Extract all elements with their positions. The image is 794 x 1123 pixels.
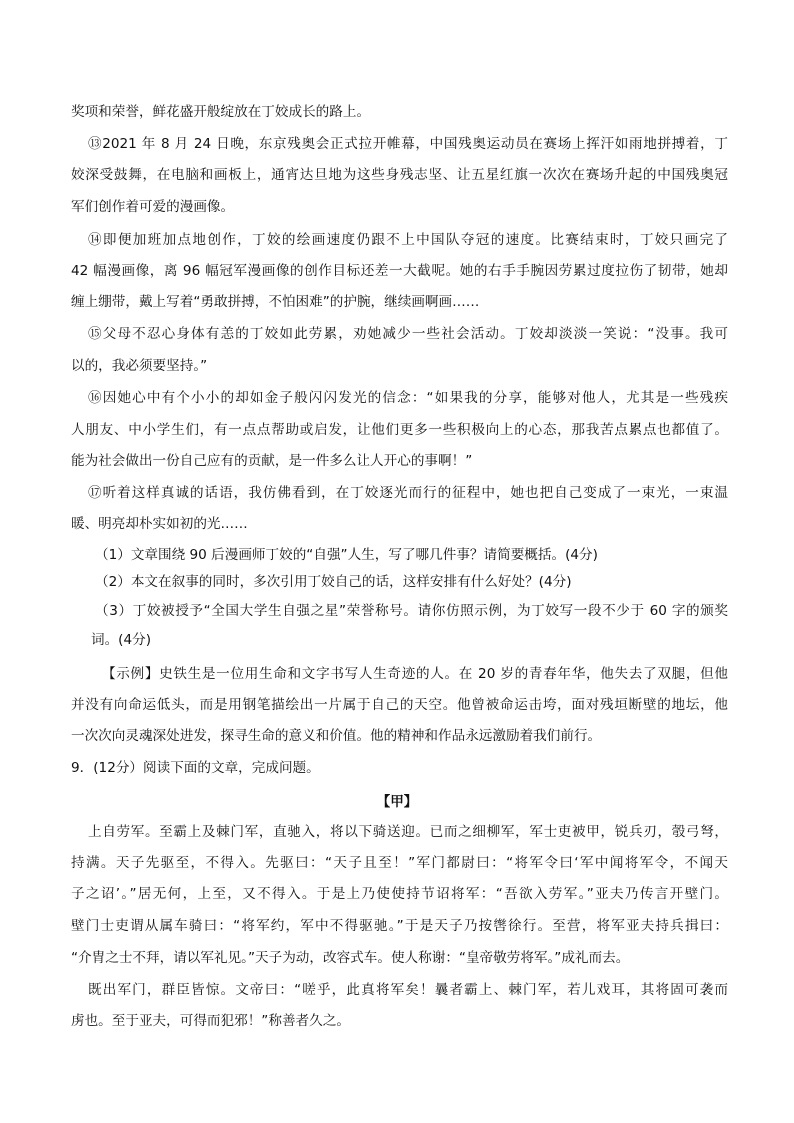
question-2: （2）本文在叙事的同时，多次引用丁姣自己的话，这样安排有什么好处？(4分): [95, 574, 572, 590]
paragraph-13-line: ⑬2021 年 8 月 24 日晚，东京残奥会正式拉开帷幕，中国残奥运动员在赛场上挥汗如雨地拼搏着，丁: [88, 136, 728, 152]
paragraph-14-line: 42 幅漫画像，离 96 幅冠军漫画像的创作目标还差一大截呢。她的右手手腕因劳累过度拉伤了韧带，她却: [71, 263, 728, 279]
paragraph-14-line: ⑭即便加班加点地创作，丁姣的绘画速度仍跟不上中国队夺冠的速度。比赛结束时，丁姣只画完了: [88, 232, 728, 248]
classical-text-line: 壁门士吏谓从属车骑曰：“将军约，军中不得驱驰。”于是天子乃按辔徐行。至营，将军亚夫持兵揖曰：: [71, 918, 728, 934]
paragraph-17-line: 暖、明亮却朴实如初的光……: [71, 516, 248, 532]
paragraph-13-line: 姣深受鼓舞，在电脑和画板上，通宵达旦地为这些身残志坚、让五星红旗一次次在赛场升起的中国残奥冠: [71, 167, 728, 183]
classical-text-line: 持满。天子先驱至，不得入。先驱曰：“天子且至！”军门都尉曰：“将军令曰‘军中闻将军令，不闻天: [71, 855, 728, 871]
paragraph-14-line: 缠上绷带，戴上写着“勇敢拼搏，不怕困难”的护腕，继续画啊画……: [71, 294, 480, 310]
classical-text-line: 既出军门，群臣皆惊。文帝曰：“嗟乎，此真将军矣！曩者霸上、棘门军，若儿戏耳，其将固可袭而: [88, 982, 728, 998]
paragraph-16-line: 人朋友、中小学生们，有一点点帮助或启发，让他们更多一些积极向上的心态，那我苦点累点也都值了。: [71, 422, 728, 438]
classical-text-line: “介胄之士不拜，请以军礼见。”天子为动，改容式车。使人称谢：“皇帝敬劳将军。”成礼而去。: [71, 950, 630, 966]
section-title-jia: 【甲】: [376, 794, 418, 810]
question-3-cont: 词。(4分): [91, 632, 152, 648]
question-9-heading: 9．(12分）阅读下面的文章，完成问题。: [71, 760, 320, 776]
classical-text-line: 子之诏’。”居无何，上至，又不得入。于是上乃使使持节诏将军：“吾欲入劳军。”亚夫乃传言开壁门。: [71, 886, 728, 902]
example-line: 并没有向命运低头，而是用钢笔描绘出一片属于自己的天空。他曾被命运击垮，面对残垣断壁的地坛，他: [71, 697, 728, 713]
question-3: （3）丁姣被授予“全国大学生自强之星”荣誉称号。请你仿照示例，为丁姣写一段不少于 60 字的颁奖: [95, 603, 728, 619]
text-line: 奖项和荣誉，鲜花盛开般绽放在丁姣成长的路上。: [71, 104, 371, 120]
example-line: 【示例】史铁生是一位用生命和文字书写人生奇迹的人。在 20 岁的青春年华，他失去了双腿，但他: [102, 666, 728, 682]
classical-text-line: 上自劳军。至霸上及棘门军，直驰入，将以下骑送迎。已而之细柳军，军士吏被甲，锐兵刃，彀弓弩，: [88, 824, 728, 840]
paragraph-13-line: 军们创作着可爱的漫画像。: [71, 199, 235, 215]
paragraph-15-line: ⑮父母不忍心身体有恙的丁姣如此劳累，劝她减少一些社会活动。丁姣却淡淡一笑说：“没事。我可: [88, 326, 728, 342]
paragraph-15-line: 以的，我必须要坚持。”: [71, 358, 208, 374]
paragraph-17-line: ⑰听着这样真诚的话语，我仿佛看到，在丁姣逐光而行的征程中，她也把自己变成了一束光，一束温: [88, 485, 728, 501]
example-line: 一次次向灵魂深处进发，探寻生命的意义和价值。他的精神和作品永远激励着我们前行。: [71, 728, 602, 744]
classical-text-line: 虏也。至于亚夫，可得而犯邪！”称善者久之。: [71, 1013, 350, 1029]
paragraph-16-line: ⑯因她心中有个小小的却如金子般闪闪发光的信念：“如果我的分享，能够对他人，尤其是一些残疾: [88, 390, 728, 406]
paragraph-16-line: 能为社会做出一份自己应有的贡献，是一件多么让人开心的事啊！”: [71, 453, 473, 469]
question-1: （1）文章围绕 90 后漫画师丁姣的“自强”人生，写了哪几件事？请简要概括。(4分): [95, 547, 598, 563]
